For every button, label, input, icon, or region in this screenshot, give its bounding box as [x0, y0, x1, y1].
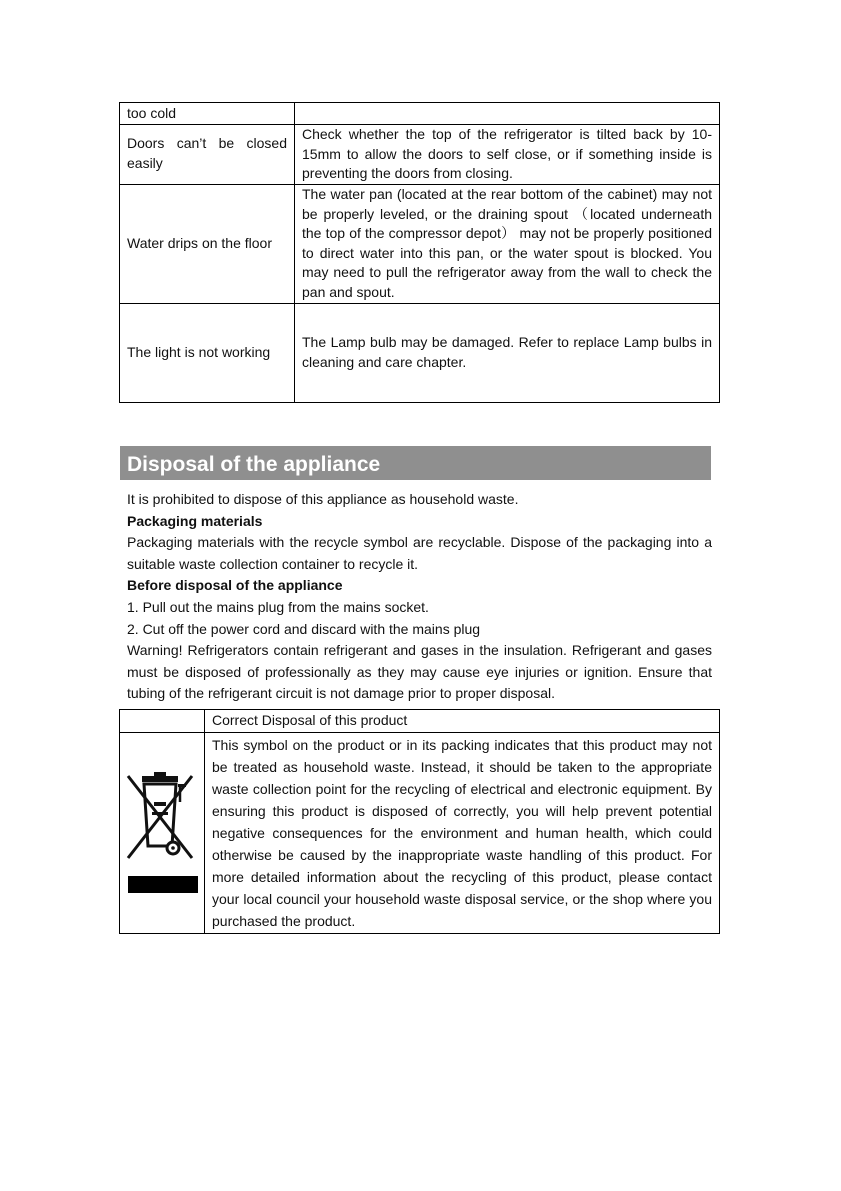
solution-cell: The water pan (located at the rear bottom of the cabinet) may not be properly leveled, or the draining spout （located underneath the top of the compressor depot） may not be properly positioned to direct water into this pan, or the water spout is blocked. You may need to pull the refrigerator away from the wall to check the pan and spout.: [295, 184, 720, 303]
solution-cell: Check whether the top of the refrigerator is tilted back by 10-15mm to allow the doors to self close, or if something inside is preventing the doors from closing.: [295, 125, 720, 185]
step-item: 1. Pull out the mains plug from the mains socket.: [127, 598, 429, 615]
disposal-header: Correct Disposal of this product: [205, 710, 720, 733]
warning-text: Warning! Refrigerators contain refrigerant and gases in the insulation. Refrigerant and gases must be disposed of professionally as they may cause eye injuries or ignition. Ensure that tubing of the refrigerant circuit is not damage prior to proper disposal.: [127, 642, 712, 702]
weee-crossed-bin-icon: [120, 768, 204, 898]
problem-cell: too cold: [120, 103, 295, 125]
intro-text: It is prohibited to dispose of this appliance as household waste.: [127, 491, 519, 507]
table-row: [120, 303, 720, 402]
table-row: [120, 710, 720, 733]
packaging-text: Packaging materials with the recycle symbol are recyclable. Dispose of the packaging into a suitable waste collection container to recycle it.: [127, 534, 712, 572]
problem-cell: Doors can’t be closed easily: [120, 125, 295, 185]
table-row: [120, 184, 720, 303]
troubleshooting-table: [119, 102, 720, 403]
solution-cell: [295, 103, 720, 125]
disposal-table: [119, 709, 720, 934]
table-row: [120, 733, 720, 934]
problem-cell: Water drips on the floor: [120, 184, 295, 303]
empty-cell: [120, 710, 205, 733]
table-row: [120, 103, 720, 125]
section-heading-bar: [120, 446, 711, 480]
icon-cell: [120, 733, 205, 934]
disposal-description: This symbol on the product or in its packing indicates that this product may not be treated as household waste. Instead, it should be taken to the appropriate waste collection point for the recycling of electrical and electronic equipment. By ensuring this product is disposed of correctly, you will help prevent potential negative consequences for the environment and human health, which could otherwise be caused by the inappropriate waste handling of this product. For more detailed information about the recycling of this product, please contact your local council your household waste disposal service, or the shop where you purchased the product.: [205, 733, 720, 934]
before-disposal-heading: Before disposal of the appliance: [127, 577, 343, 594]
step-item: 2. Cut off the power cord and discard with the mains plug: [127, 620, 481, 637]
table-row: [120, 125, 720, 185]
problem-cell: The light is not working: [120, 303, 295, 402]
solution-cell: The Lamp bulb may be damaged. Refer to replace Lamp bulbs in cleaning and care chapter.: [295, 303, 720, 402]
section-title: Disposal of the appliance: [127, 453, 381, 476]
packaging-heading: Packaging materials: [127, 512, 263, 529]
disposal-body: [127, 489, 712, 705]
